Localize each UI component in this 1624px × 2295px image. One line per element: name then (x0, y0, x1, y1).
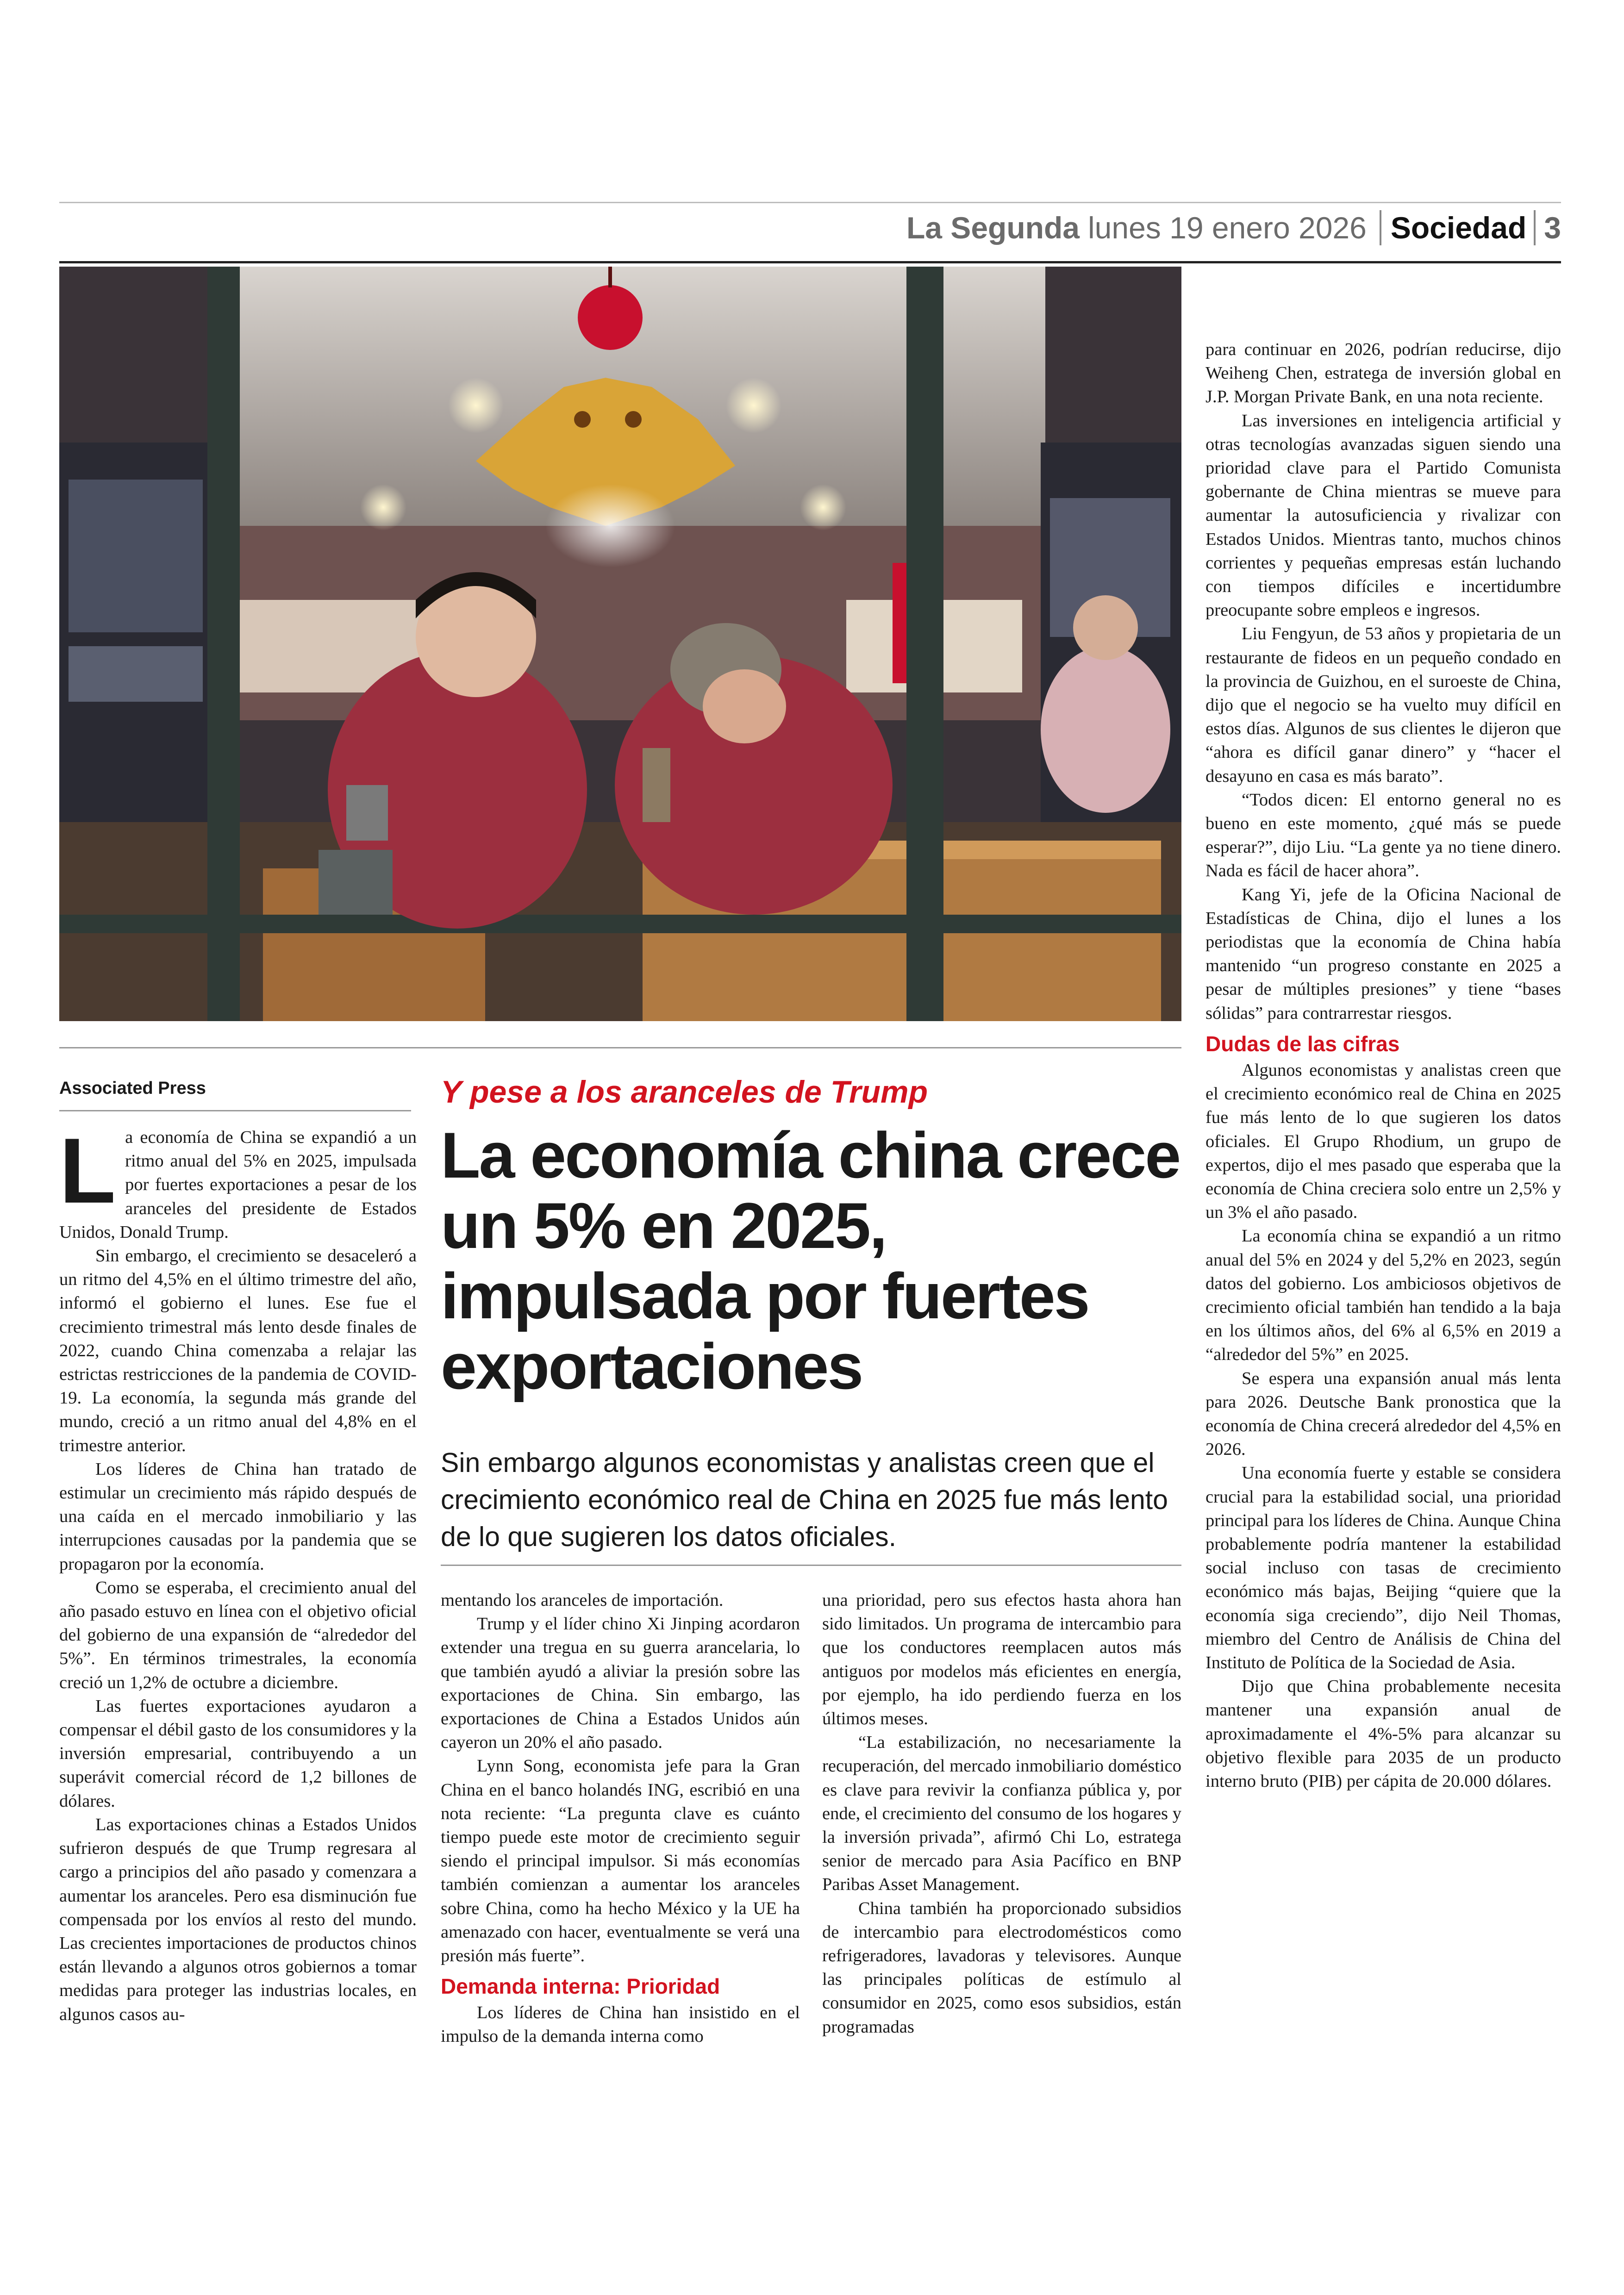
article-column-2 (441, 1589, 800, 2049)
section-rule (59, 1047, 1181, 1048)
masthead-paper-name: La Segunda (906, 211, 1080, 245)
byline-rule (59, 1110, 411, 1111)
masthead-rule (59, 261, 1561, 263)
paragraph: China también ha proporcionado subsidios de intercambio para electrodomésticos como refrigeradores, lavadoras y televisores. Aunque las principales políticas de estímulo al consumidor en 2025, como esos subsidios, están programadas (822, 1898, 1181, 2037)
paragraph: Las inversiones en inteligencia artificial y otras tecnologías avanzadas siguen siendo una prioridad clave para el Partido Comunista gobernante de China mientras se mueve para aumentar la autosuficiencia y rivalizar con Estados Unidos. Mientras tanto, muchos chinos corrientes y pequeñas empresas están luchando con tiempos difíciles e incertidumbre preocupante sobre empleos e ingresos. (1206, 411, 1561, 620)
paragraph: Las fuertes exportaciones ayudaron a compensar el débil gasto de los consumidores y la inversión empresarial, contribuyendo a un superávit comercial récord de 1,2 billones de dólares. (59, 1696, 417, 1811)
subheading-dudas-de-las-cifras: Dudas de las cifras (1206, 1031, 1400, 1056)
paragraph: Una economía fuerte y estable se considera crucial para la estabilidad social, una prioridad principal para los líderes de China. Aunque China probablemente podría mantener la estabilidad social incluso con tasas de crecimiento económico más bajas, Beijing “quiere que la economía siga creciendo”, dijo Neil Thomas, miembro del Centro de Análisis de China del Instituto de Política de la Sociedad de Asia. (1206, 1463, 1561, 1672)
paragraph: para continuar en 2026, podrían reducirse, dijo Weiheng Chen, estratega de inversión global en J.P. Morgan Private Bank, en una nota reciente. (1206, 340, 1561, 407)
paragraph: Liu Fengyun, de 53 años y propietaria de un restaurante de fideos en un pequeño condado en la provincia de Guizhou, en el suroeste de China, dijo que el negocio se ha vuelto muy difícil en estos días. Algunos de sus clientes le dijeron que “ahora es difícil ganar dinero” y “hacer el desayuno en casa es más barato”. (1206, 624, 1561, 786)
masthead-date: lunes 19 enero 2026 (1088, 211, 1367, 245)
paragraph: Trump y el líder chino Xi Jinping acordaron extender una tregua en su guerra arancelaria, lo que también ayudó a aliviar la presión sobre las exportaciones de China. Sin embargo, las exportaciones de China a Estados Unidos aún cayeron un 20% el año pasado. (441, 1614, 800, 1752)
headline: La economía china crece un 5% en 2025, impulsada por fuertes exportaciones (441, 1119, 1180, 1403)
top-rule (59, 202, 1561, 203)
deck-rule (441, 1565, 1181, 1566)
paragraph: Kang Yi, jefe de la Oficina Nacional de Estadísticas de China, dijo el lunes a los periodistas que la economía de China había mantenido “un progreso constante en 2025 a pesar de múltiples presiones” y tiene “bases sólidas” para contrarrestar riesgos. (1206, 885, 1561, 1023)
byline: Associated Press (59, 1079, 206, 1098)
paragraph: a economía de China se expandió a un ritmo anual del 5% en 2025, impulsada por fuertes exportaciones a pesar de los aranceles del presidente de Estados Unidos, Donald Trump. (59, 1128, 417, 1242)
paragraph: Sin embargo, el crecimiento se desaceleró a un ritmo del 4,5% en el último trimestre del año, informó el gobierno el lunes. Ese fue el crecimiento trimestral más lento desde finales de 2022, cuando China comenzaba a relajar las estrictas restricciones de la pandemia de COVID-19. La economía, la segunda más grande del mundo, creció a un ritmo anual del 4,8% en el trimestre anterior. (59, 1246, 417, 1455)
kicker: Y pese a los aranceles de Trump (441, 1074, 928, 1110)
paragraph: una prioridad, pero sus efectos hasta ahora han sido limitados. Un programa de intercambio para que los conductores reemplacen autos más antiguos por modelos más eficientes en energía, por ejemplo, ha ido perdiendo fuerza en los últimos meses. (822, 1590, 1181, 1729)
paragraph: Se espera una expansión anual más lenta para 2026. Deutsche Bank pronostica que la economía de China crecerá alrededor del 4,5% en 2026. (1206, 1368, 1561, 1459)
paragraph: Los líderes de China han tratado de estimular un crecimiento más rápido después de una caída en el mercado inmobiliario y las interrupciones causadas por la pandemia que se propagaron por la economía. (59, 1459, 417, 1574)
masthead-section: Sociedad (1380, 210, 1526, 245)
paragraph: Como se esperaba, el crecimiento anual del año pasado estuvo en línea con el objetivo oficial del gobierno de una expansión de “alrededor del 5%”. En términos trimestrales, la economía creció un 1,2% de octubre a diciembre. (59, 1578, 417, 1692)
article-column-4 (1206, 338, 1561, 1793)
masthead-page-number: 3 (1534, 210, 1561, 245)
masthead (906, 208, 1561, 247)
article-column-3 (822, 1589, 1181, 2039)
photo-jewelry-artisans-icon (59, 267, 1181, 1021)
article-column-1 (59, 1119, 417, 2027)
paragraph: Lynn Song, economista jefe para la Gran China en el banco holandés ING, escribió en una nota reciente: “La pregunta clave es cuánto tiempo puede este motor de crecimiento seguir siendo el principal impulsor. Si más economías también comienzan a aumentar los aranceles sobre China, como ha hecho México y la UE ha amenazado con hacer, eventualmente se verá una presión más fuerte”. (441, 1756, 800, 1966)
paragraph: Algunos economistas y analistas creen que el crecimiento económico real de China en 2025 fue más lento de lo que sugieren los datos oficiales. El Grupo Rhodium, un grupo de expertos, dijo el mes pasado que esperaba que la economía de China creciera solo entre un 2,5% y un 3% el año pasado. (1206, 1060, 1561, 1222)
paragraph: “La estabilización, no necesariamente la recuperación, del mercado inmobiliario doméstico es clave para revivir la confianza pública y, por ende, el crecimiento del consumo de los hogares y la inversión privada”, afirmó Chi Lo, estratega senior de mercado para Asia Pacífico en BNP Paribas Asset Management. (822, 1733, 1181, 1895)
paragraph: La economía china se expandió a un ritmo anual del 5% en 2024 y del 5,2% en 2023, según datos del gobierno. Los ambiciosos objetivos de crecimiento oficial también han tendido a la baja en los últimos años, del 6% al 6,5% en 2019 a “alrededor del 5%” en 2025. (1206, 1226, 1561, 1365)
paragraph: “Todos dicen: El entorno general no es bueno en este momento, ¿qué más se puede esperar?”, dijo Liu. “La gente ya no tiene dinero. Nada es fácil de hacer ahora”. (1206, 790, 1561, 881)
paragraph: Las exportaciones chinas a Estados Unidos sufrieron después de que Trump regresara al cargo a principios del año pasado y comenzara a aumentar los aranceles. Pero esa disminución fue compensada por los envíos al resto del mundo. Las crecientes importaciones de productos chinos están llevando a algunos otros gobiernos a tomar medidas para proteger las industrias locales, en algunos casos au- (59, 1815, 417, 2024)
subheading-demanda-interna: Demanda interna: Prioridad (441, 1974, 720, 1999)
paragraph: Dijo que China probablemente necesita mantener una expansión anual de aproximadamente el 4%-5% para alcanzar su objetivo flexible para 2035 de un producto interno bruto (PIB) per cápita de 20.000 dólares. (1206, 1677, 1561, 1791)
dropcap: L (59, 1119, 116, 1222)
deck: Sin embargo algunos economistas y analistas creen que el crecimiento económico real de China en 2025 fue más lento de lo que sugieren los datos oficiales. (441, 1447, 1168, 1552)
paragraph: Los líderes de China han insistido en el impulso de la demanda interna como (441, 2003, 800, 2046)
paragraph: mentando los aranceles de importación. (441, 1590, 724, 1610)
